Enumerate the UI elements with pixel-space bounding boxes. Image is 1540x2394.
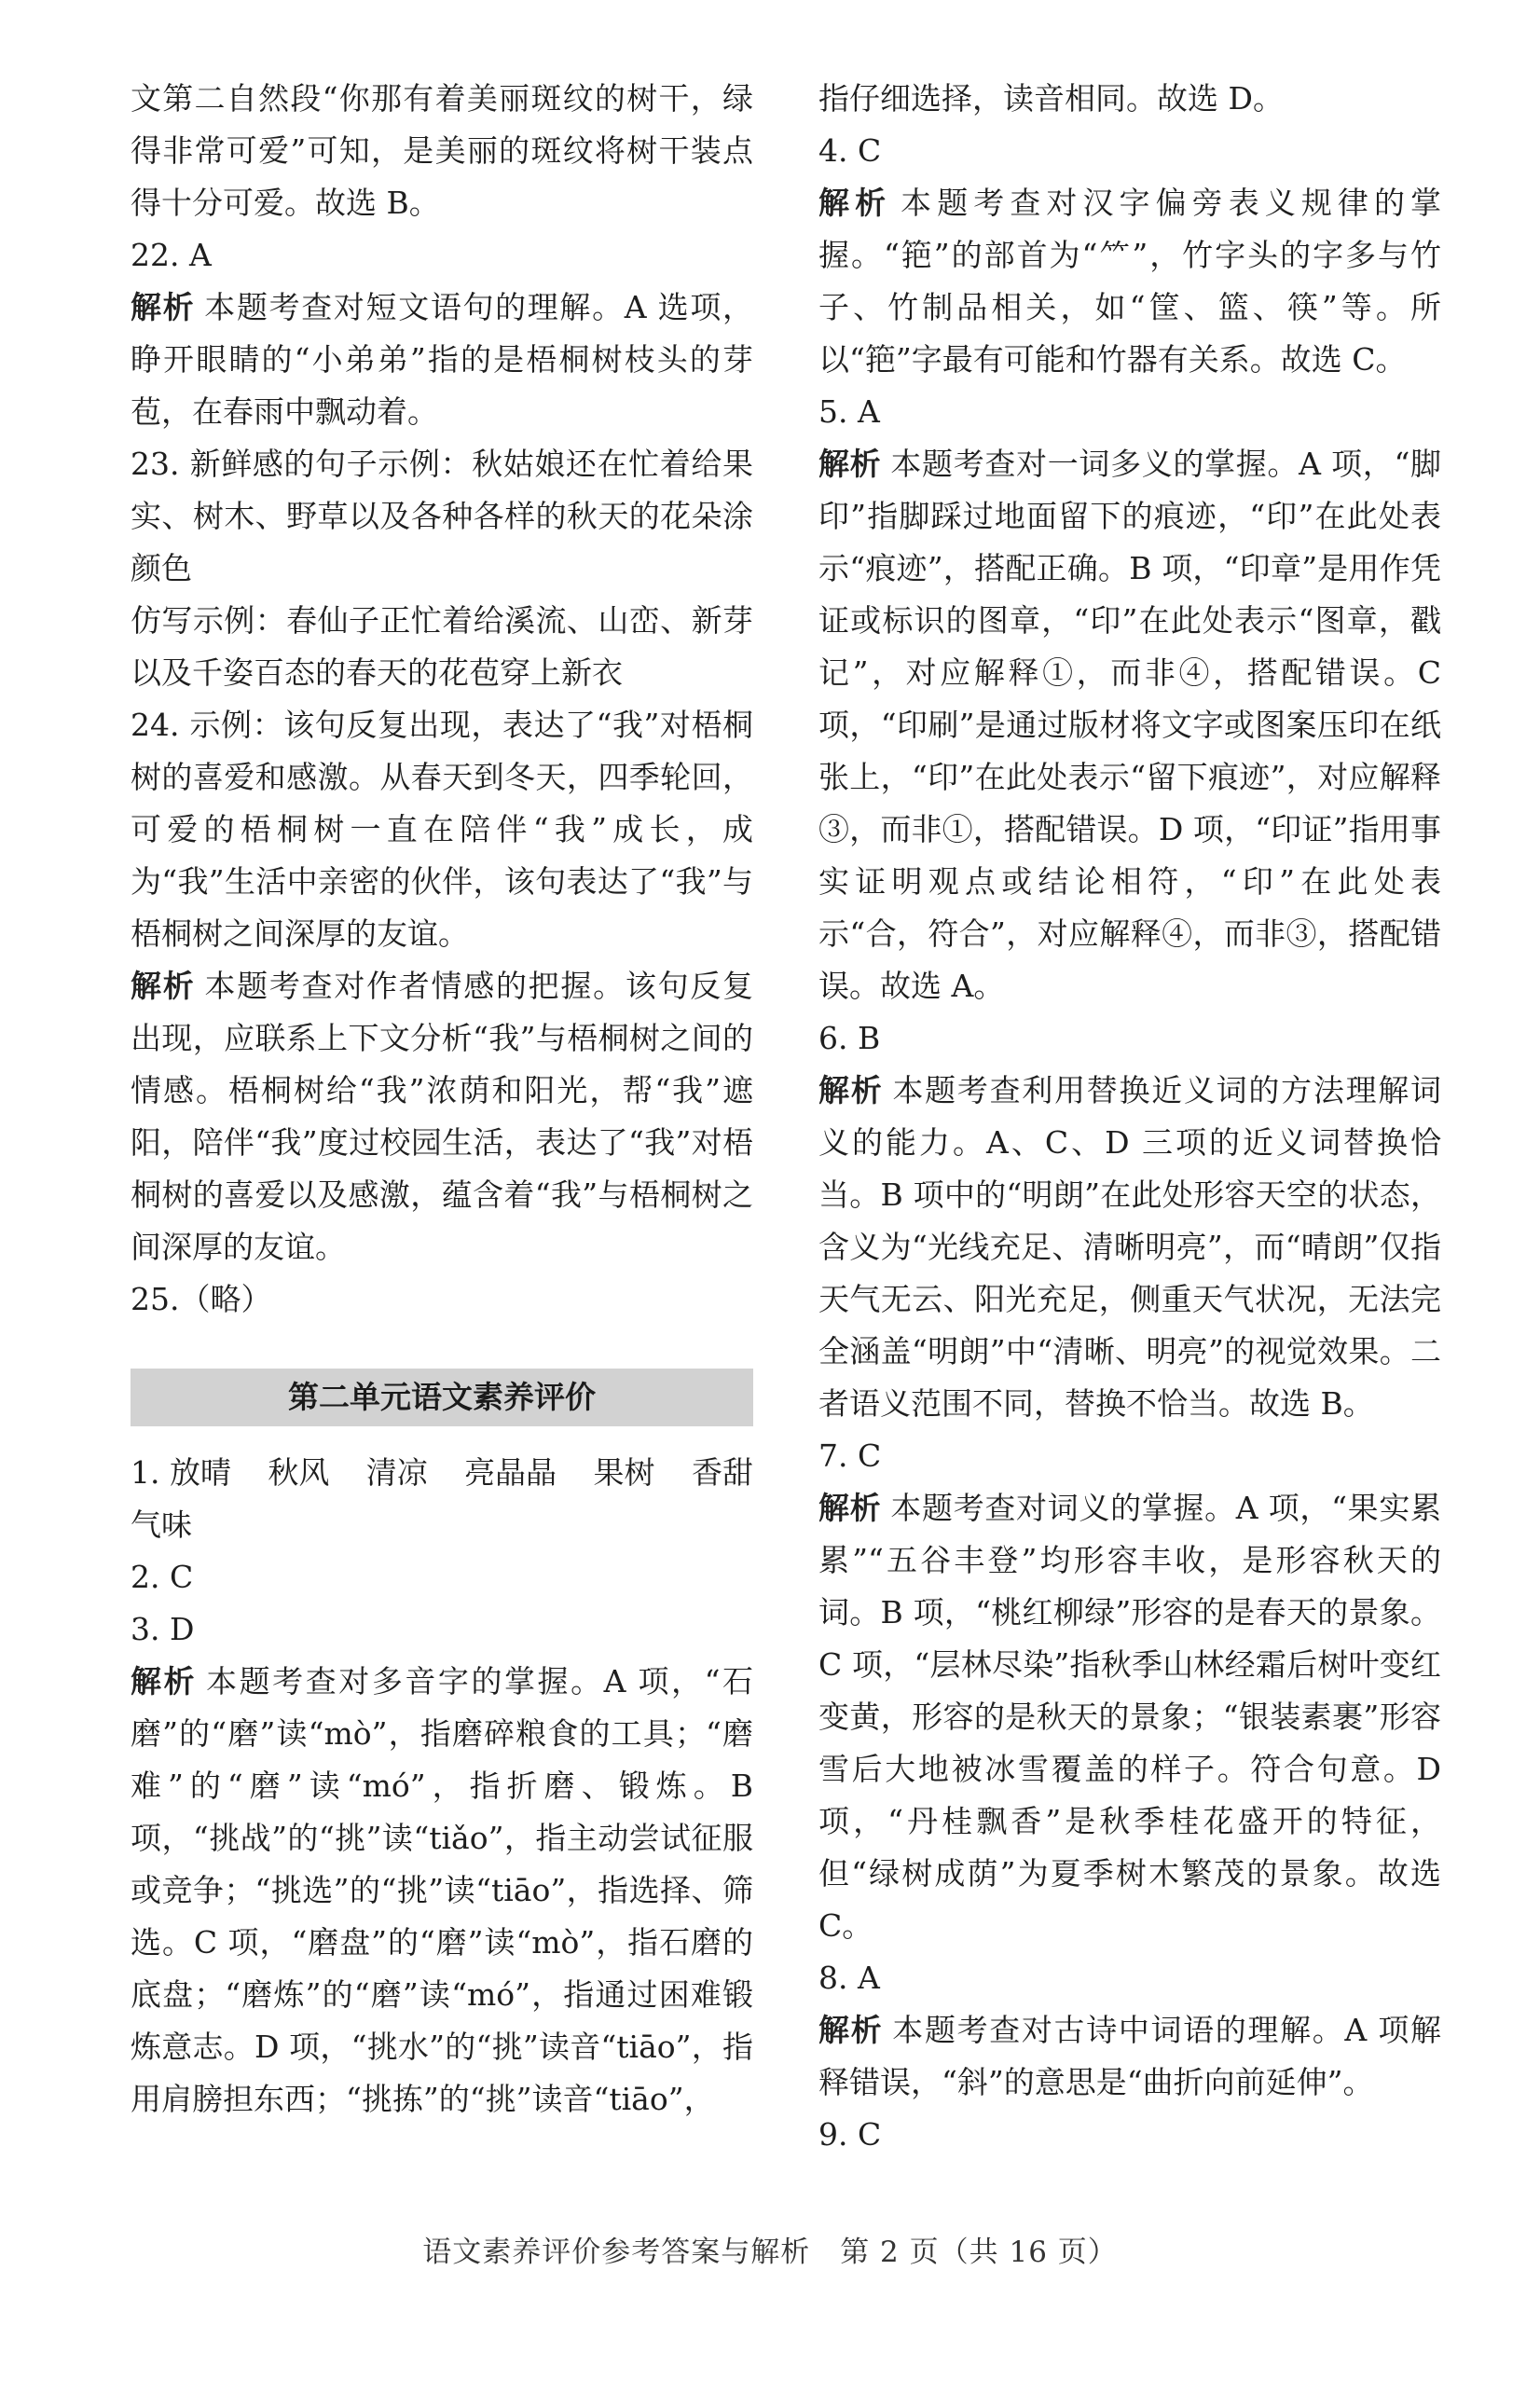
answer-1-word: 香甜 <box>691 1454 753 1491</box>
answer-6: 6. B <box>818 1020 881 1056</box>
answer-7: 7. C <box>818 1438 882 1474</box>
analysis-label: 解析 <box>818 2012 884 2048</box>
answer-23-imitation: 仿写示例：春仙子正忙着给溪流、山峦、新芽以及千姿百态的春天的花苞穿上新衣 <box>131 602 753 691</box>
section-title: 第二单元语文素养评价 <box>131 1369 753 1426</box>
answer-23-sentence: 23. 新鲜感的句子示例：秋姑娘还在忙着给果实、树木、野草以及各种各样的秋天的花朵涂颜色 <box>131 446 753 586</box>
answer-25: 25.（略） <box>131 1281 272 1317</box>
analysis-3-text: 本题考查对多音字的掌握。A 项，“石磨”的“磨”读“mò”，指磨碎粮食的工具；“磨难”的“磨”读“mó”，指折磨、锻炼。B 项，“挑战”的“挑”读“tiǎo”，指主动尝试征服或竞争；“挑选”的“挑”读“tiāo”，指选择、筛选。C 项，“磨盘”的“磨”读“mò”，指石磨的底盘；“磨炼”的“磨”读“mó”，指通过困难锻炼意志。D 项，“挑水”的“挑”读音“tiāo”，指用肩膀担东西；“挑拣”的“挑”读音“tiāo”， <box>131 1663 753 2117</box>
answer-3: 3. D <box>131 1611 195 1647</box>
answer-1-tail: 气味 <box>131 1507 192 1543</box>
analysis-24-text: 本题考查对作者情感的把握。该句反复出现，应联系上下文分析“我”与梧桐树之间的情感。梧桐树给“我”浓荫和阳光，帮“我”遮阳，陪伴“我”度过校园生活，表达了“我”对梧桐树的喜爱以及感激，蕴含着“我”与梧桐树之间深厚的友谊。 <box>131 968 754 1265</box>
analysis-4 <box>818 177 1441 386</box>
analysis-22-text: 本题考查对短文语句的理解。A 选项，睁开眼睛的“小弟弟”指的是梧桐树枝头的芽苞，在春雨中飘动着。 <box>131 289 753 430</box>
analysis-8-text: 本题考查对古诗中词语的理解。A 项解释错误，“斜”的意思是“曲折向前延伸”。 <box>818 2012 1441 2100</box>
left-column <box>131 73 753 2126</box>
answer-1-word: 1. 放晴 <box>131 1454 231 1491</box>
answer-1-word: 秋风 <box>268 1454 330 1491</box>
page-footer: 语文素养评价参考答案与解析 第 2 页（共 16 页） <box>422 2236 1118 2269</box>
answer-1-words <box>131 1447 753 1499</box>
answer-9: 9. C <box>818 2116 882 2153</box>
answer-1-word: 亮晶晶 <box>464 1454 557 1491</box>
analysis-7 <box>818 1482 1441 1952</box>
analysis-label: 解析 <box>818 1490 882 1526</box>
analysis-5 <box>818 438 1441 1012</box>
analysis-label: 解析 <box>131 1663 198 1699</box>
analysis-8 <box>818 2004 1441 2109</box>
analysis-label: 解析 <box>818 185 892 221</box>
answer-1-word: 清凉 <box>365 1454 428 1491</box>
answer-4: 4. C <box>818 132 882 169</box>
answer-1-word: 果树 <box>593 1454 655 1491</box>
analysis-3 <box>131 1656 753 2126</box>
analysis-6 <box>818 1065 1441 1430</box>
right-intro-paragraph: 指仔细选择，读音相同。故选 D。 <box>818 80 1284 117</box>
analysis-6-text: 本题考查利用替换近义词的方法理解词义的能力。A、C、D 三项的近义词替换恰当。B 项中的“明朗”在此处形容天空的状态，含义为“光线充足、清晰明亮”，而“晴朗”仅指天气无云、阳光充足，侧重天气状况，无法完全涵盖“明朗”中“清晰、明亮”的视觉效果。二者语义范围不同，替换不恰当。故选 B。 <box>818 1072 1442 1422</box>
answer-22: 22. A <box>131 237 212 273</box>
answer-8: 8. A <box>818 1960 880 1996</box>
analysis-4-text: 本题考查对汉字偏旁表义规律的掌握。“筢”的部首为“⺮”，竹字头的字多与竹子、竹制品相关，如“筐、篮、筷”等。所以“筢”字最有可能和竹器有关系。故选 C。 <box>818 185 1441 378</box>
analysis-label: 解析 <box>131 968 196 1004</box>
analysis-24 <box>131 960 753 1273</box>
analysis-22 <box>131 282 753 438</box>
analysis-label: 解析 <box>818 446 882 482</box>
analysis-label: 解析 <box>131 289 196 325</box>
left-intro-paragraph: 文第二自然段“你那有着美丽斑纹的树干，绿得非常可爱”可知，是美丽的斑纹将树干装点得十分可爱。故选 B。 <box>131 80 753 221</box>
analysis-5-text: 本题考查对一词多义的掌握。A 项，“脚印”指脚踩过地面留下的痕迹，“印”在此处表示“痕迹”，搭配正确。B 项，“印章”是用作凭证或标识的图章，“印”在此处表示“图章，戳记”，对应解释①，而非④，搭配错误。C 项，“印刷”是通过版材将文字或图案压印在纸张上，“印”在此处表示“留下痕迹”，对应解释③，而非①，搭配错误。D 项，“印证”指用事实证明观点或结论相符，“印”在此处表示“合，符合”，对应解释④，而非③，搭配错误。故选 A。 <box>818 446 1442 1004</box>
right-column <box>818 73 1441 2161</box>
answer-24: 24. 示例：该句反复出现，表达了“我”对梧桐树的喜爱和感激。从春天到冬天，四季轮回，可爱的梧桐树一直在陪伴“我”成长，成为“我”生活中亲密的伙伴，该句表达了“我”与梧桐树之间深厚的友谊。 <box>131 707 753 952</box>
analysis-7-text: 本题考查对词义的掌握。A 项，“果实累累”“五谷丰登”均形容丰收，是形容秋天的词。B 项，“桃红柳绿”形容的是春天的景象。C 项，“层林尽染”指秋季山林经霜后树叶变红变黄，形容的是秋天的景象；“银装素裹”形容雪后大地被冰雪覆盖的样子。符合句意。D 项，“丹桂飘香”是秋季桂花盛开的特征，但“绿树成荫”为夏季树木繁茂的景象。故选 C。 <box>818 1490 1442 1944</box>
analysis-label: 解析 <box>818 1072 884 1108</box>
answer-5: 5. A <box>818 393 880 430</box>
answer-2: 2. C <box>131 1559 194 1595</box>
